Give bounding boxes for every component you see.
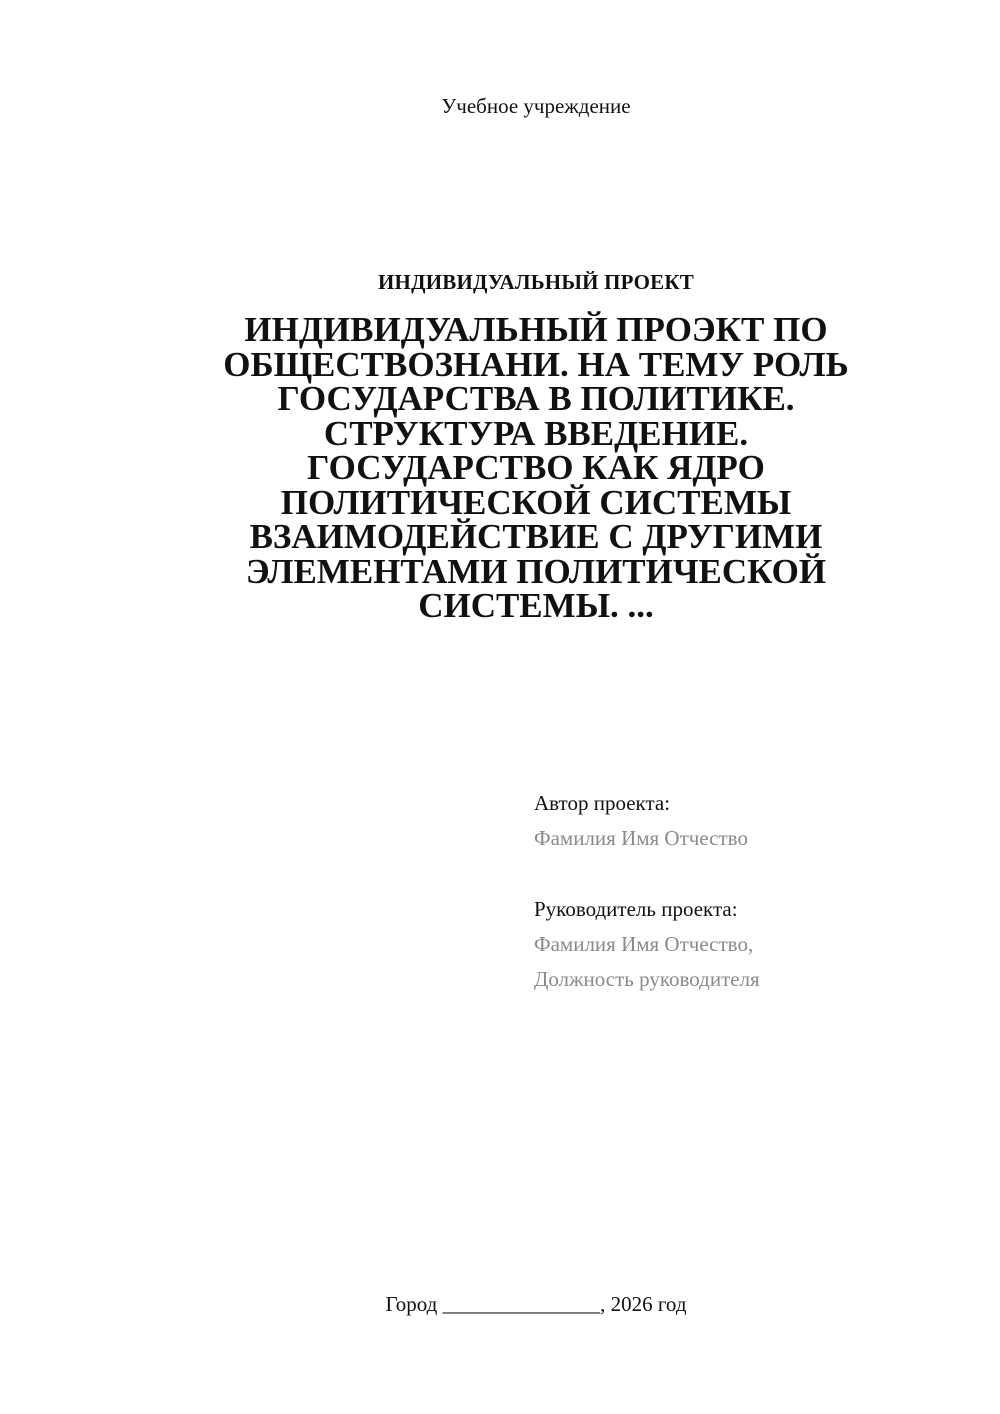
document-type-heading: ИНДИВИДУАЛЬНЫЙ ПРОЕКТ [378, 270, 694, 294]
supervisor-label: Руководитель проекта: [534, 897, 738, 921]
supervisor-block [534, 892, 964, 997]
project-title-line: СТРУКТУРА ВВЕДЕНИЕ. [323, 413, 749, 453]
project-title-line: ПОЛИТИЧЕСКОЙ СИСТЕМЫ [280, 482, 792, 522]
city-year-footer: Город _______________, 2026 год [385, 1292, 687, 1316]
supervisor-position: Должность руководителя [534, 967, 760, 991]
project-title [186, 310, 886, 625]
project-title-line: ЭЛЕМЕНТАМИ ПОЛИТИЧЕСКОЙ [245, 551, 827, 591]
author-name: Фамилия Имя Отчество [534, 826, 748, 850]
project-title-line: ИНДИВИДУАЛЬНЫЙ ПРОЭКТ ПО [244, 310, 828, 349]
project-title-line: ОБЩЕСТВОЗНАНИ. НА ТЕМУ РОЛЬ [223, 344, 849, 384]
project-title-line: ГОСУДАРСТВО КАК ЯДРО [307, 448, 765, 487]
project-title-line: ГОСУДАРСТВА В ПОЛИТИКЕ. [277, 379, 795, 418]
project-title-line: ВЗАИМОДЕЙСТВИЕ С ДРУГИМИ [249, 517, 823, 556]
institution-name: Учебное учреждение [441, 94, 631, 118]
author-block [534, 786, 964, 856]
author-label: Автор проекта: [534, 791, 671, 815]
project-title-line: СИСТЕМЫ. ... [418, 586, 654, 625]
supervisor-name: Фамилия Имя Отчество, [534, 932, 754, 956]
